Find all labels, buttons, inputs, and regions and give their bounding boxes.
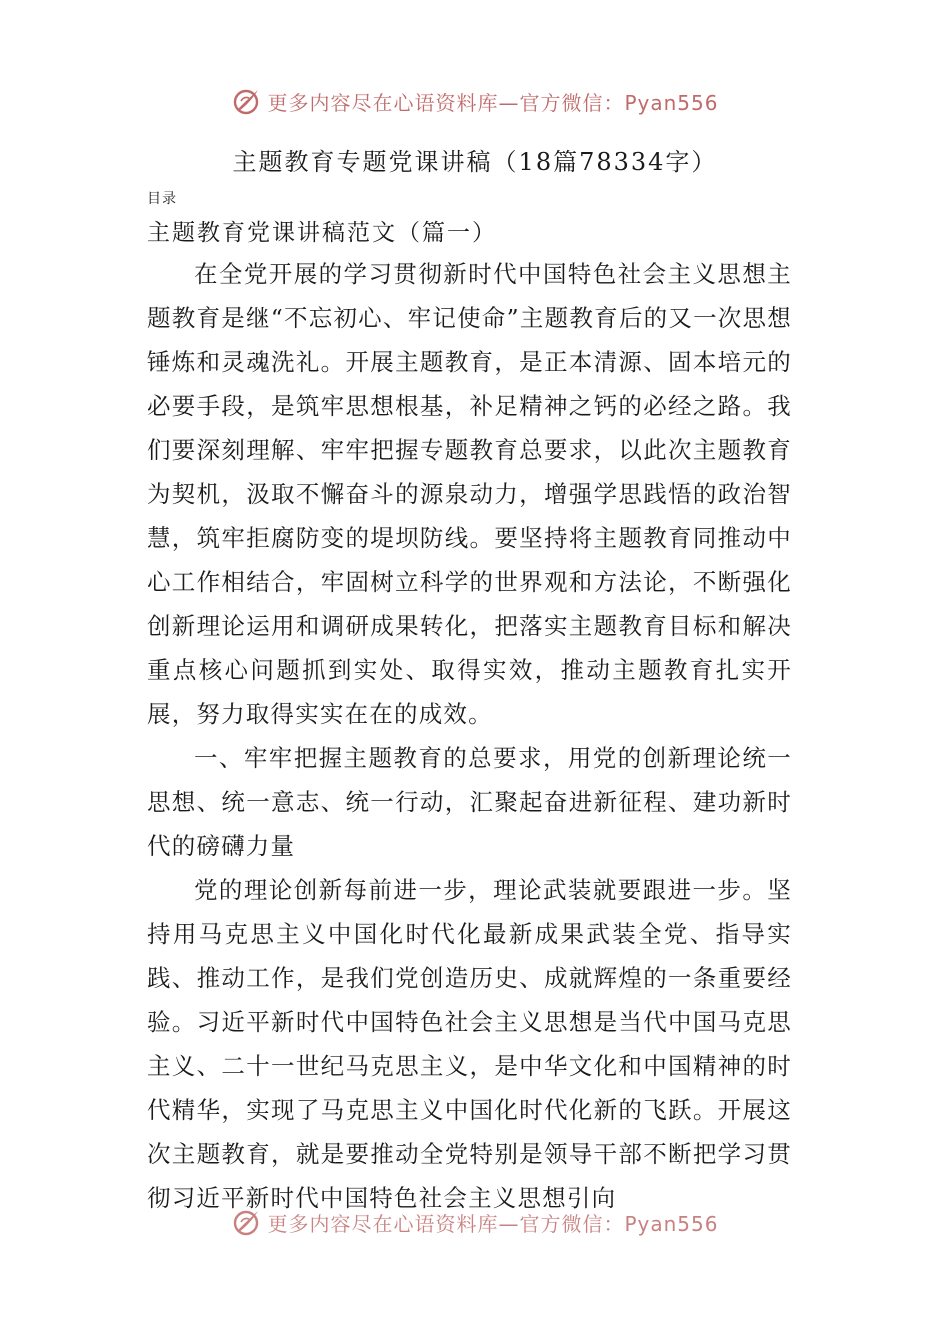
- paragraph-heading: 一、牢牢把握主题教育的总要求，用党的创新理论统一思想、统一意志、统一行动，汇聚起奋进新征程、建功新时代的磅礴力量: [147, 744, 792, 860]
- quill-seal-icon: [231, 1207, 261, 1237]
- watermark-footer: [0, 1207, 950, 1237]
- toc-label: 目录: [147, 191, 177, 207]
- watermark-text: 更多内容尽在心语资料库—官方微信：Pyan556: [267, 1211, 719, 1236]
- paragraph: 党的理论创新每前进一步，理论武装就要跟进一步。坚持用马克思主义中国化时代化最新成果武装全党、指导实践、推动工作，是我们党创造历史、成就辉煌的一条重要经验。习近平新时代中国特色社会主义思想是当代中国马克思主义、二十一世纪马克思主义，是中华文化和中国精神的时代精华，实现了马克思主义中国化时代化新的飞跃。开展这次主题教育，就是要推动全党特别是领导干部不断把学习贯彻习近平新时代中国特色社会主义思想引向: [147, 876, 792, 1212]
- paragraph: 在全党开展的学习贯彻新时代中国特色社会主义思想主题教育是继“不忘初心、牢记使命”主题教育后的又一次思想锤炼和灵魂洗礼。开展主题教育，是正本清源、固本培元的必要手段，是筑牢思想根基，补足精神之钙的必经之路。我们要深刻理解、牢牢把握专题教育总要求，以此次主题教育为契机，汲取不懈奋斗的源泉动力，增强学思践悟的政治智慧，筑牢拒腐防变的堤坝防线。要坚持将主题教育同推动中心工作相结合，牢固树立科学的世界观和方法论，不断强化创新理论运用和调研成果转化，把落实主题教育目标和解决重点核心问题抓到实处、取得实效，推动主题教育扎实开展，努力取得实实在在的成效。: [147, 260, 792, 728]
- quill-seal-icon: [231, 86, 261, 116]
- watermark-text: 更多内容尽在心语资料库—官方微信：Pyan556: [267, 90, 719, 115]
- watermark-header: [0, 86, 950, 116]
- document-title: 主题教育专题党课讲稿（18篇78334字）: [232, 148, 718, 176]
- section-heading: 主题教育党课讲稿范文（篇一）: [147, 220, 497, 246]
- document-body: [147, 252, 792, 1220]
